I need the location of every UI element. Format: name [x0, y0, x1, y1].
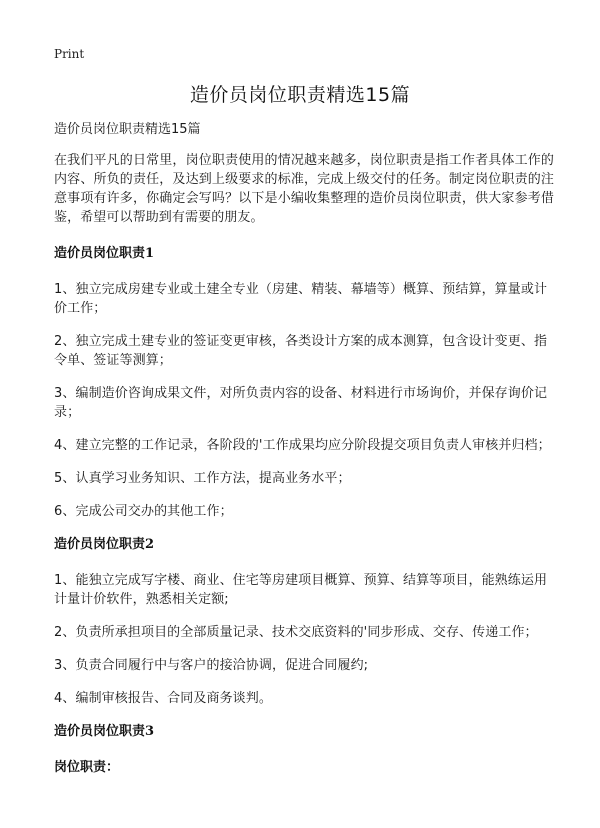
section-2: [54, 535, 554, 708]
section-1: [54, 244, 554, 521]
list-item: 4、编制审核报告、合同及商务谈判。: [54, 691, 272, 706]
list-item: 5、认真学习业务知识、工作方法，提高业务水平；: [54, 471, 351, 486]
section-heading: 造价员岗位职责1: [54, 246, 155, 261]
list-item: 2、负责所承担项目的全部质量记录、技术交底资料的'同步形成、交存、传递工作；: [54, 625, 538, 640]
document-subtitle: 造价员岗位职责精选15篇: [54, 122, 201, 137]
section-3: [54, 722, 554, 741]
responsibilities-heading: 岗位职责：: [54, 760, 120, 775]
list-item: 1、能独立完成写字楼、商业、住宅等房建项目概算、预算、结算等项目，能熟练运用计量计价软件，熟悉相关定额;: [54, 573, 548, 607]
list-item: 4、建立完整的工作记录，各阶段的'工作成果均应分阶段提交项目负责人审核并归档；: [54, 438, 551, 453]
section-items: [54, 280, 554, 521]
document-body: [54, 120, 554, 794]
section-items: [54, 571, 554, 708]
list-item: 1、独立完成房建专业或土建全专业（房建、精装、幕墙等）概算、预结算，算量或计价工作；: [54, 282, 548, 316]
list-item: 2、独立完成土建专业的签证变更审核，各类设计方案的成本测算，包含设计变更、指令单、签证等测算；: [54, 334, 548, 368]
document-title: 造价员岗位职责精选15篇: [189, 84, 411, 106]
section-heading: 造价员岗位职责2: [54, 537, 155, 552]
section-heading: 造价员岗位职责3: [54, 724, 155, 739]
intro-paragraph: 在我们平凡的日常里，岗位职责使用的情况越来越多，岗位职责是指工作者具体工作的内容、所负的责任，及达到上级要求的标准，完成上级交付的任务。制定岗位职责的注意事项有许多，你确定会写吗？以下是小编收集整理的造价员岗位职责，供大家参考借鉴，希望可以帮助到有需要的朋友。: [54, 153, 554, 225]
list-item: 3、编制造价咨询成果文件，对所负责内容的设备、材料进行市场询价，并保存询价记录；: [54, 386, 548, 420]
list-item: 3、负责合同履行中与客户的接洽协调，促进合同履约;: [54, 658, 369, 673]
list-item: 6、完成公司交办的其他工作；: [54, 504, 233, 519]
print-label: Print: [54, 47, 85, 61]
